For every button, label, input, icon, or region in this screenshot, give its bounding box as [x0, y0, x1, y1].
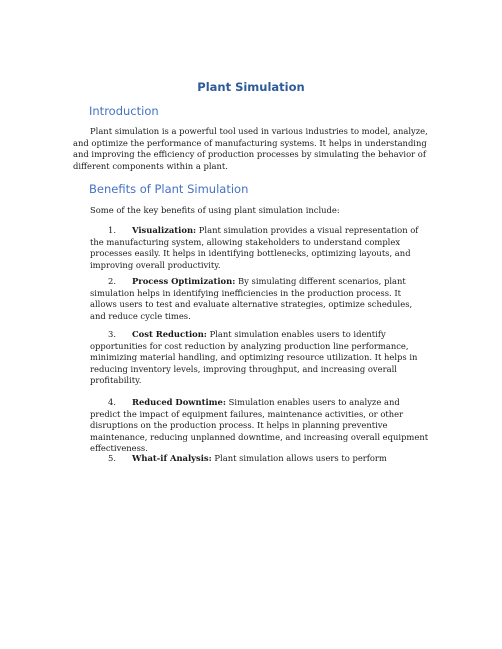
list-item-number: 5. — [108, 453, 116, 463]
list-item-term: Process Optimization: — [132, 276, 236, 286]
benefits-intro-paragraph — [73, 205, 433, 217]
introduction-text: Plant simulation is a powerful tool used in various industries to model, analyze, and optimize the performance of manufacturing systems. It helps in understanding and improving the efficiency of production processes by simulating the behavior of different components within a plant. — [73, 126, 428, 171]
list-item-term: Visualization: — [132, 225, 197, 235]
list-item-term: Reduced Downtime: — [132, 397, 226, 407]
list-item-text: Plant simulation provides a visual representation of the manufacturing system, allowing stakeholders to understand complex processes easily. It helps in identifying bottlenecks, optimizing layouts, and improving overall productivity. — [90, 225, 419, 270]
introduction-paragraph — [73, 126, 433, 172]
benefits-heading: Benefits of Plant Simulation — [89, 182, 249, 196]
list-item — [90, 329, 430, 387]
list-item-text: Plant simulation allows users to perform — [214, 453, 387, 463]
list-item-text: Simulation enables users to analyze and predict the impact of equipment failures, maintenance activities, or other disruptions on the production process. It helps in planning preventive maintenance, reducing unplanned downtime, and increasing overall equipment effectiveness. — [90, 397, 429, 454]
list-item-text: By simulating different scenarios, plant simulation helps in identifying inefficiencies in the production process. It allows users to test and evaluate alternative strategies, optimize schedules, and reduce cycle times. — [90, 276, 413, 321]
introduction-heading: Introduction — [89, 104, 159, 118]
list-item-term: What-if Analysis: — [132, 453, 212, 463]
list-item — [90, 397, 430, 455]
list-item-text: Plant simulation enables users to identify opportunities for cost reduction by analyzing production line performance, minimizing material handling, and optimizing resource utilization. It helps in reducing inventory levels, improving throughput, and increasing overall profitability. — [90, 329, 418, 386]
document-title: Plant Simulation — [197, 80, 305, 94]
list-item-number: 4. — [108, 397, 116, 407]
list-item-number: 2. — [108, 276, 116, 286]
list-item — [90, 276, 430, 322]
list-item — [90, 453, 430, 465]
list-item-number: 3. — [108, 329, 116, 339]
benefits-intro-text: Some of the key benefits of using plant simulation include: — [90, 205, 340, 215]
list-item — [90, 225, 430, 271]
list-item-term: Cost Reduction: — [132, 329, 207, 339]
list-item-number: 1. — [108, 225, 116, 235]
